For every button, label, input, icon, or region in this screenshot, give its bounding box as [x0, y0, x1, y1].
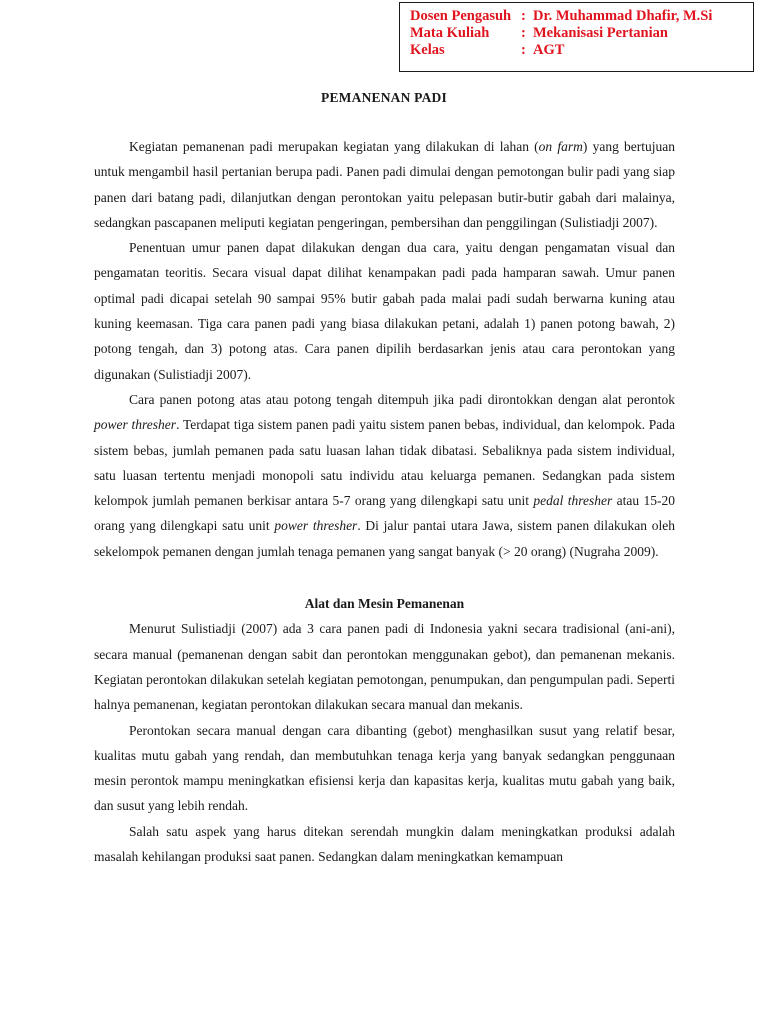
paragraph-harvest-intro: [94, 134, 675, 235]
class-row: [410, 42, 753, 59]
paragraph-text: ) yang bertujuan untuk mengambil hasil pertanian berupa padi. Panen padi dimulai dengan pemotongan bulir padi yang siap panen dari batang padi, dilanjutkan dengan perontokan yaitu pelepasan butir-butir gabah dari malainya, sedangkan pascapanen meliputi kegiatan pengeringan, pembersihan dan penggilingan (Sulistiadji 2007).: [94, 139, 675, 230]
lecturer-separator: :: [521, 8, 526, 24]
class-value: AGT: [533, 42, 565, 58]
paragraph-harvest-methods: Menurut Sulistiadji (2007) ada 3 cara panen padi di Indonesia yakni secara tradisional (ani-ani), secara manual (pemanenan dengan sabit dan perontokan menggunakan gebot), dan pemanenan mekanis. Kegiatan perontokan dilakukan setelah kegiatan pemotongan, penumpukan, dan pengumpulan padi. Seperti halnya pemanenan, kegiatan perontokan dilakukan secara manual dan mekanis.: [94, 621, 675, 713]
lecturer-label: Dosen Pengasuh: [410, 8, 512, 24]
course-label: Mata Kuliah: [410, 25, 490, 41]
lecturer-value: Dr. Muhammad Dhafir, M.Si: [533, 8, 713, 24]
italic-term: on farm: [538, 139, 583, 154]
italic-term: power thresher: [94, 417, 177, 433]
paragraph-text: . Terdapat tiga sistem panen padi yaitu sistem panen bebas, individual, dan kelompok. Pada sistem bebas, jumlah pemanen pada satu luasan lahan tidak dibatasi. Sebaliknya pada sistem individual, satu luasan tertentu menjadi monopoli satu individu atau keluarga pemanen. Sedangkan pada sistem kelompok jumlah pemanen berkisar antara 5-7 orang yang dilengkapi satu unit: [94, 417, 675, 509]
course-info-box: [399, 2, 754, 72]
class-label: Kelas: [410, 42, 445, 58]
paragraph-losses: Salah satu aspek yang harus ditekan serendah mungkin dalam meningkatkan produksi adalah masalah kehilangan produksi saat panen. Sedangkan dalam meningkatkan kemampuan: [94, 823, 675, 865]
italic-term: power thresher: [274, 518, 358, 534]
paragraph-harvest-systems: [94, 387, 675, 564]
page-title: PEMANENAN PADI: [321, 90, 447, 105]
paragraph-text: . Di jalur pantai utara Jawa, sistem panen dilakukan oleh sekelompok pemanen dengan jumlah tenaga pemanen yang sangat banyak (> 20 orang) (Nugraha 2009).: [94, 518, 676, 559]
class-separator: :: [521, 42, 526, 58]
paragraph-text: Cara panen potong atas atau potong tengah ditempuh jika padi dirontokkan dengan alat perontok: [129, 391, 675, 407]
paragraph-threshing: Perontokan secara manual dengan cara dibanting (gebot) menghasilkan susut yang relatif besar, kualitas mutu gabah yang rendah, dan membutuhkan tenaga kerja yang banyak sedangkan penggunaan mesin perontok mampu meningkatkan efisiensi kerja dan kapasitas kerja, kualitas mutu gabah yang baik, dan susut yang lebih rendah.: [94, 722, 675, 814]
course-row: [410, 25, 753, 42]
paragraph-text: Kegiatan pemanenan padi merupakan kegiatan yang dilakukan di lahan (: [129, 139, 539, 154]
course-value: Mekanisasi Pertanian: [533, 25, 668, 41]
paragraph-text: atau 15-20 orang yang dilengkapi satu unit: [94, 493, 675, 534]
course-separator: :: [521, 25, 526, 41]
lecturer-row: [410, 8, 753, 25]
document-body: [94, 134, 675, 869]
paragraph-harvest-age: Penentuan umur panen dapat dilakukan dengan dua cara, yaitu dengan pengamatan visual dan pengamatan teoritis. Secara visual dapat dilihat kenampakan padi pada hamparan sawah. Umur panen optimal padi dicapai setelah 90 sampai 95% butir gabah pada malai padi sudah berwarna kuning atau kuning keemasan. Tiga cara panen padi yang biasa dilakukan petani, adalah 1) panen potong bawah, 2) potong tengah, dan 3) potong atas. Cara panen dipilih berdasarkan jenis atau cara perontokan yang digunakan (Sulistiadji 2007).: [94, 240, 675, 382]
italic-term: pedal thresher: [533, 493, 613, 509]
section-heading: Alat dan Mesin Pemanenan: [304, 596, 465, 612]
